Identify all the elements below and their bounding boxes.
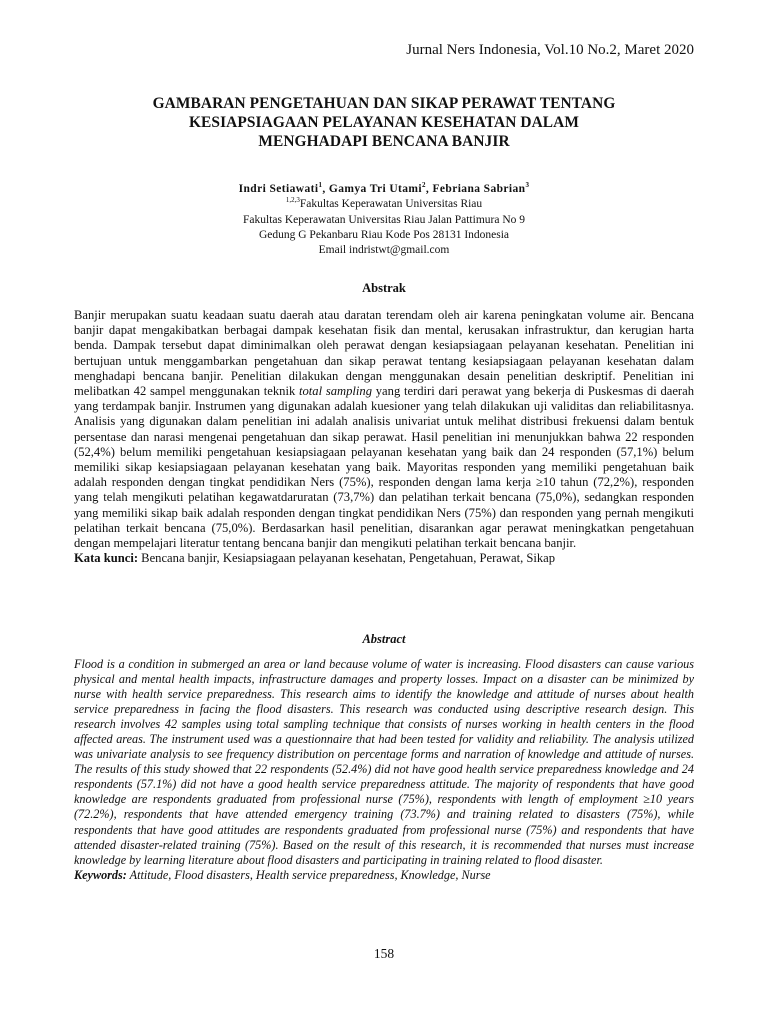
page-number: 158: [373, 946, 395, 961]
abstrak-text: yang terdiri dari perawat yang bekerja di Puskesmas di daerah yang terdampak banjir. Instrumen yang digunakan adalah kuesioner yang telah dilakukan uji validitas dan reliabilitasnya. Analisis yang digunakan dalam penelitian ini adalah analisis univariat untuk melihat distribusi frekuensi dalam bentuk persentase dan narasi mengenai pengetahuan dan sikap perawat. Hasil penelitian ini menunjukkan bahwa 22 responden (52,4%) belum memiliki pengetahuan kesiapsiagaan pelayanan kesehatan yang baik dan 24 responden (57,1%) belum memiliki sikap kesiapsiagaan pelayanan kesehatan yang baik. Mayoritas responden yang memiliki pengetahuan baik adalah responden dengan tingkat pendidikan Ners (75%), responden dengan lama kerja ≥10 tahun (72,2%), responden yang telah mengikuti pelatihan kegawatdaruratan (73,7%) dan pelatihan terkait bencana (75,0%), sedangkan responden yang memiliki sikap baik adalah responden dengan tingkat pendidikan Ners (75%) dan responden yang pernah mengikuti pelatihan terkait bencana (75,0%). Berdasarkan hasil penelitian, disarankan agar perawat meningkatkan pengetahuan dengan mempelajari literatur tentang bencana banjir dan mengikuti pelatihan terkait bencana banjir.: [74, 384, 695, 551]
address-line: Fakultas Keperawatan Universitas Riau Jalan Pattimura No 9: [243, 213, 525, 226]
keywords-label: Keywords:: [74, 867, 127, 882]
author-name: Febriana Sabrian: [432, 183, 526, 195]
address-line: Gedung G Pekanbaru Riau Kode Pos 28131 Indonesia: [258, 228, 510, 241]
abstract-body: [74, 657, 694, 883]
kata-kunci-text: Bencana banjir, Kesiapsiagaan pelayanan kesehatan, Pengetahuan, Perawat, Sikap: [138, 551, 556, 566]
keywords: [74, 868, 694, 883]
affiliation-text: Fakultas Keperawatan Universitas Riau: [299, 198, 483, 211]
title-line: MENGHADAPI BENCANA BANJIR: [258, 133, 510, 150]
abstrak-body: [74, 308, 694, 566]
affiliation-sup: 1,2,3: [285, 196, 300, 205]
abstrak-heading: Abstrak: [362, 281, 406, 295]
keywords-text: Attitude, Flood disasters, Health service preparedness, Knowledge, Nurse: [126, 867, 491, 882]
author-name: Indri Setiawati: [238, 183, 319, 195]
abstrak-text: Banjir merupakan suatu keadaan suatu daerah atau daratan terendam oleh air karena peningkatan volume air. Bencana banjir dapat mengakibatkan berbagai dampak kesehatan fisik dan mental, kerusakan infrastruktur, dan kerugian harta benda. Dampak tersebut dapat diminimalkan oleh perawat dengan kesiapsiagaan pelayanan kesehatan. Penelitian ini bertujuan untuk menggambarkan pengetahuan dan sikap perawat tentang kesiapsiagaan pelayanan kesehatan dalam menghadapi bencana banjir. Penelitian dilakukan dengan menggunakan desain penelitian deskriptif. Penelitian ini melibatkan 42 sampel menggunakan teknik: [74, 308, 694, 399]
author-name: Gamya Tri Utami: [328, 183, 422, 195]
article-title: [74, 94, 694, 151]
author-sup: 2: [422, 181, 426, 190]
abstrak-italic-term: total sampling: [299, 384, 373, 399]
abstract-text: Flood is a condition in submerged an area or land because volume of water is increasing. Flood disasters can cause various physical and mental health impacts, infrastructure damages and property losses. Impact on a disaster can be minimized by nurse with health service preparedness. This research aims to identify the knowledge and attitude of nurses about health service preparedness in facing the flood disasters. This research was conducted using descriptive research design. This research involves 42 samples using total sampling technique that consists of nurses working in health centers in the flood affected areas. The instrument used was a questionnaire that had been tested for validity and reliability. The analysis utilized was univariate analysis to see frequency distribution on percentage forms and narration of knowledge and attitude of nurses. The results of this study showed that 22 respondents (52.4%) did not have good health service preparedness knowledge and 24 respondents (57.1%) did not have a good health service preparedness attitude. The majority of respondents that have good knowledge are respondents graduated from professional nurse (75%), respondents with length of employment ≥10 years (72.2%), respondents that have attended emergency training (73.7%) and training related to disasters (75%), while respondents that have good attitudes are respondents graduated from professional nurse (75%) and respondents that have attended disaster-related training (75%). Based on the result of this research, it is recommended that nurses must increase knowledge by learning literature about flood disasters and participating in training related to flood disaster.: [74, 657, 694, 867]
title-line: GAMBARAN PENGETAHUAN DAN SIKAP PERAWAT TENTANG: [152, 95, 616, 112]
author-sup: 1: [318, 181, 323, 190]
kata-kunci-label: Kata kunci:: [74, 551, 139, 566]
kata-kunci: [74, 551, 694, 566]
abstract-heading: Abstract: [362, 632, 406, 646]
affiliation: [74, 197, 694, 212]
author-sup: 3: [525, 181, 530, 190]
running-header: Jurnal Ners Indonesia, Vol.10 No.2, Maret 2020: [406, 42, 694, 58]
email-line: Email indristwt@gmail.com: [318, 244, 450, 257]
author-names: Indri Setiawati$^1$, Gamya Tri Utami$^2$, Febriana Sabrian$^3$: [238, 181, 530, 195]
title-line: KESIAPSIAGAAN PELAYANAN KESEHATAN DALAM: [188, 114, 579, 131]
author-block: [74, 182, 694, 258]
